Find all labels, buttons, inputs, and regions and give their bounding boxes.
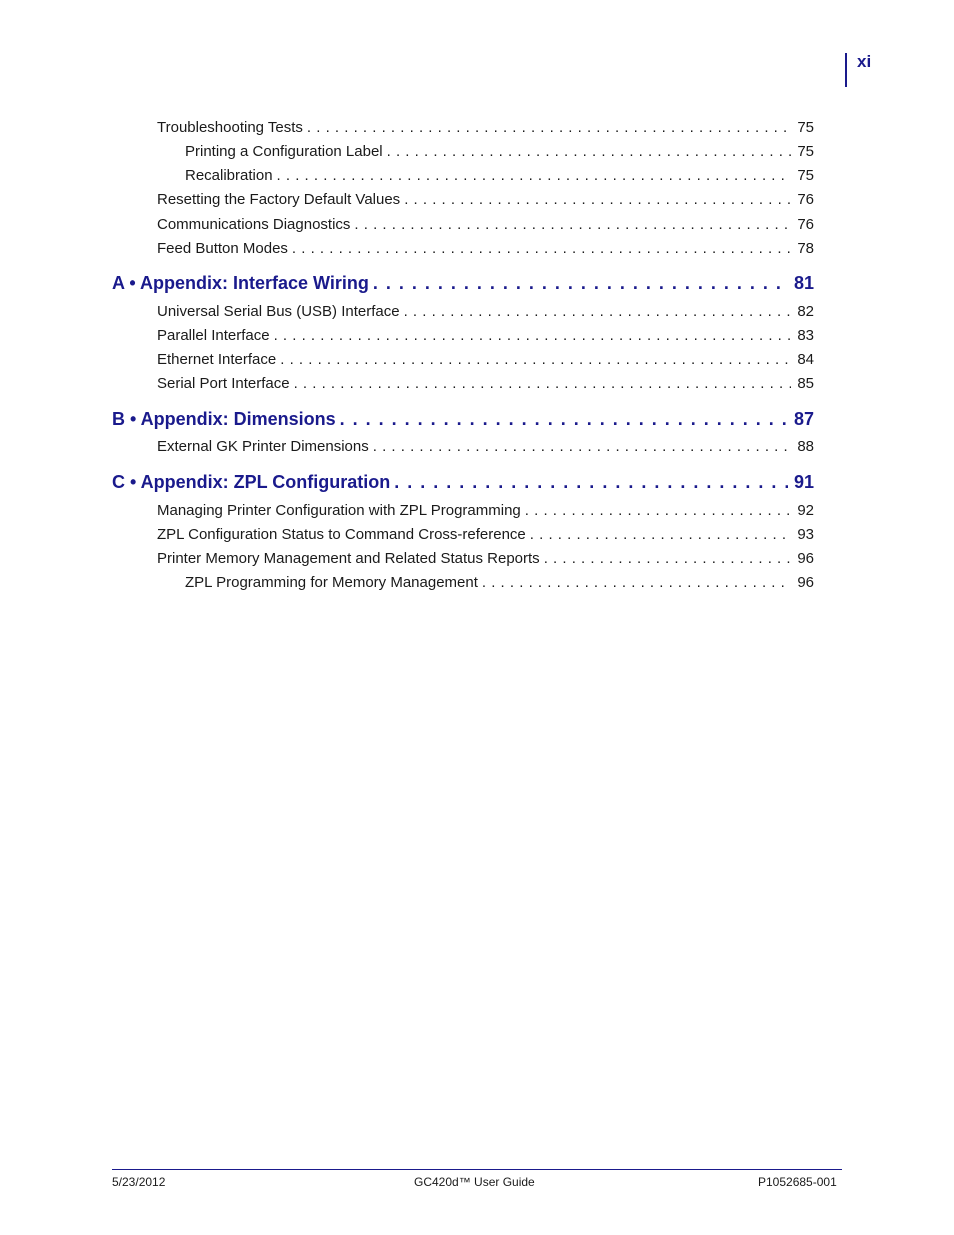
toc-entry-title: Communications Diagnostics — [157, 216, 351, 233]
footer-part-number: P1052685-001 — [758, 1175, 837, 1189]
toc-entry-title: Parallel Interface — [157, 327, 270, 344]
toc-entry-title: External GK Printer Dimensions — [157, 438, 369, 455]
toc-entry[interactable] — [185, 574, 814, 591]
toc-entry-title: ZPL Configuration Status to Command Cross-reference — [157, 526, 526, 543]
toc-entry[interactable] — [157, 502, 814, 519]
toc-entry-title: Printing a Configuration Label — [185, 143, 383, 160]
toc-entry[interactable] — [157, 526, 814, 543]
toc-entry-title: Managing Printer Configuration with ZPL Programming — [157, 502, 521, 519]
toc-entry-page: 92 — [797, 502, 814, 519]
toc-entry-title: ZPL Programming for Memory Management — [185, 574, 478, 591]
toc-entry-title: Resetting the Factory Default Values — [157, 191, 401, 208]
toc-entry[interactable] — [185, 143, 814, 160]
toc-section-heading[interactable] — [112, 472, 814, 493]
toc-section-page: 81 — [793, 273, 814, 293]
footer-date: 5/23/2012 — [112, 1175, 166, 1189]
toc-entry-page: 75 — [797, 119, 814, 136]
toc-entry-page: 96 — [797, 574, 814, 591]
toc-entry-page: 84 — [797, 351, 814, 368]
toc-entry-title: Universal Serial Bus (USB) Interface — [157, 303, 400, 320]
toc-entry-page: 85 — [797, 375, 814, 392]
toc-entry-page: 78 — [797, 240, 814, 257]
toc-entry[interactable] — [157, 375, 814, 392]
toc-entry-page: 96 — [797, 550, 814, 567]
toc-entry[interactable] — [157, 303, 814, 320]
page-number: xi — [857, 52, 872, 71]
toc-entry[interactable] — [157, 119, 814, 136]
toc-entry[interactable] — [185, 167, 814, 184]
footer-guide-title: GC420d™ User Guide — [414, 1175, 535, 1189]
toc-entry-page: 76 — [797, 216, 814, 233]
toc-entry-page: 82 — [797, 303, 814, 320]
header-rule — [845, 53, 847, 87]
toc-entry[interactable] — [157, 351, 814, 368]
toc-entry-title: Feed Button Modes — [157, 240, 288, 257]
toc-section-title: A • Appendix: Interface Wiring — [112, 273, 369, 293]
toc-entry[interactable] — [157, 327, 814, 344]
toc-entry-title: Printer Memory Management and Related Status Reports — [157, 550, 540, 567]
toc-section-page: 91 — [793, 472, 814, 492]
toc-entry-title: Recalibration — [185, 167, 273, 184]
footer-rule — [112, 1169, 842, 1170]
toc-entry[interactable] — [157, 216, 814, 233]
toc-entry-page: 75 — [797, 143, 814, 160]
toc-entry-page: 76 — [797, 191, 814, 208]
toc-section-heading[interactable] — [112, 273, 814, 294]
toc-entry[interactable] — [157, 550, 814, 567]
toc-entry[interactable] — [157, 191, 814, 208]
toc-section-heading[interactable] — [112, 409, 814, 430]
toc-entry-page: 88 — [797, 438, 814, 455]
toc-section-page: 87 — [793, 409, 814, 429]
toc-entry[interactable] — [157, 240, 814, 257]
toc-entry-title: Ethernet Interface — [157, 351, 277, 368]
toc-section-title: B • Appendix: Dimensions — [112, 409, 336, 429]
toc-section-title: C • Appendix: ZPL Configuration — [112, 472, 391, 492]
toc-entry-page: 83 — [797, 327, 814, 344]
toc-entry-page: 75 — [797, 167, 814, 184]
toc-entry-page: 93 — [797, 526, 814, 543]
toc-entry-title: Troubleshooting Tests — [157, 119, 303, 136]
toc-entry[interactable] — [157, 438, 814, 455]
toc-entry-title: Serial Port Interface — [157, 375, 290, 392]
